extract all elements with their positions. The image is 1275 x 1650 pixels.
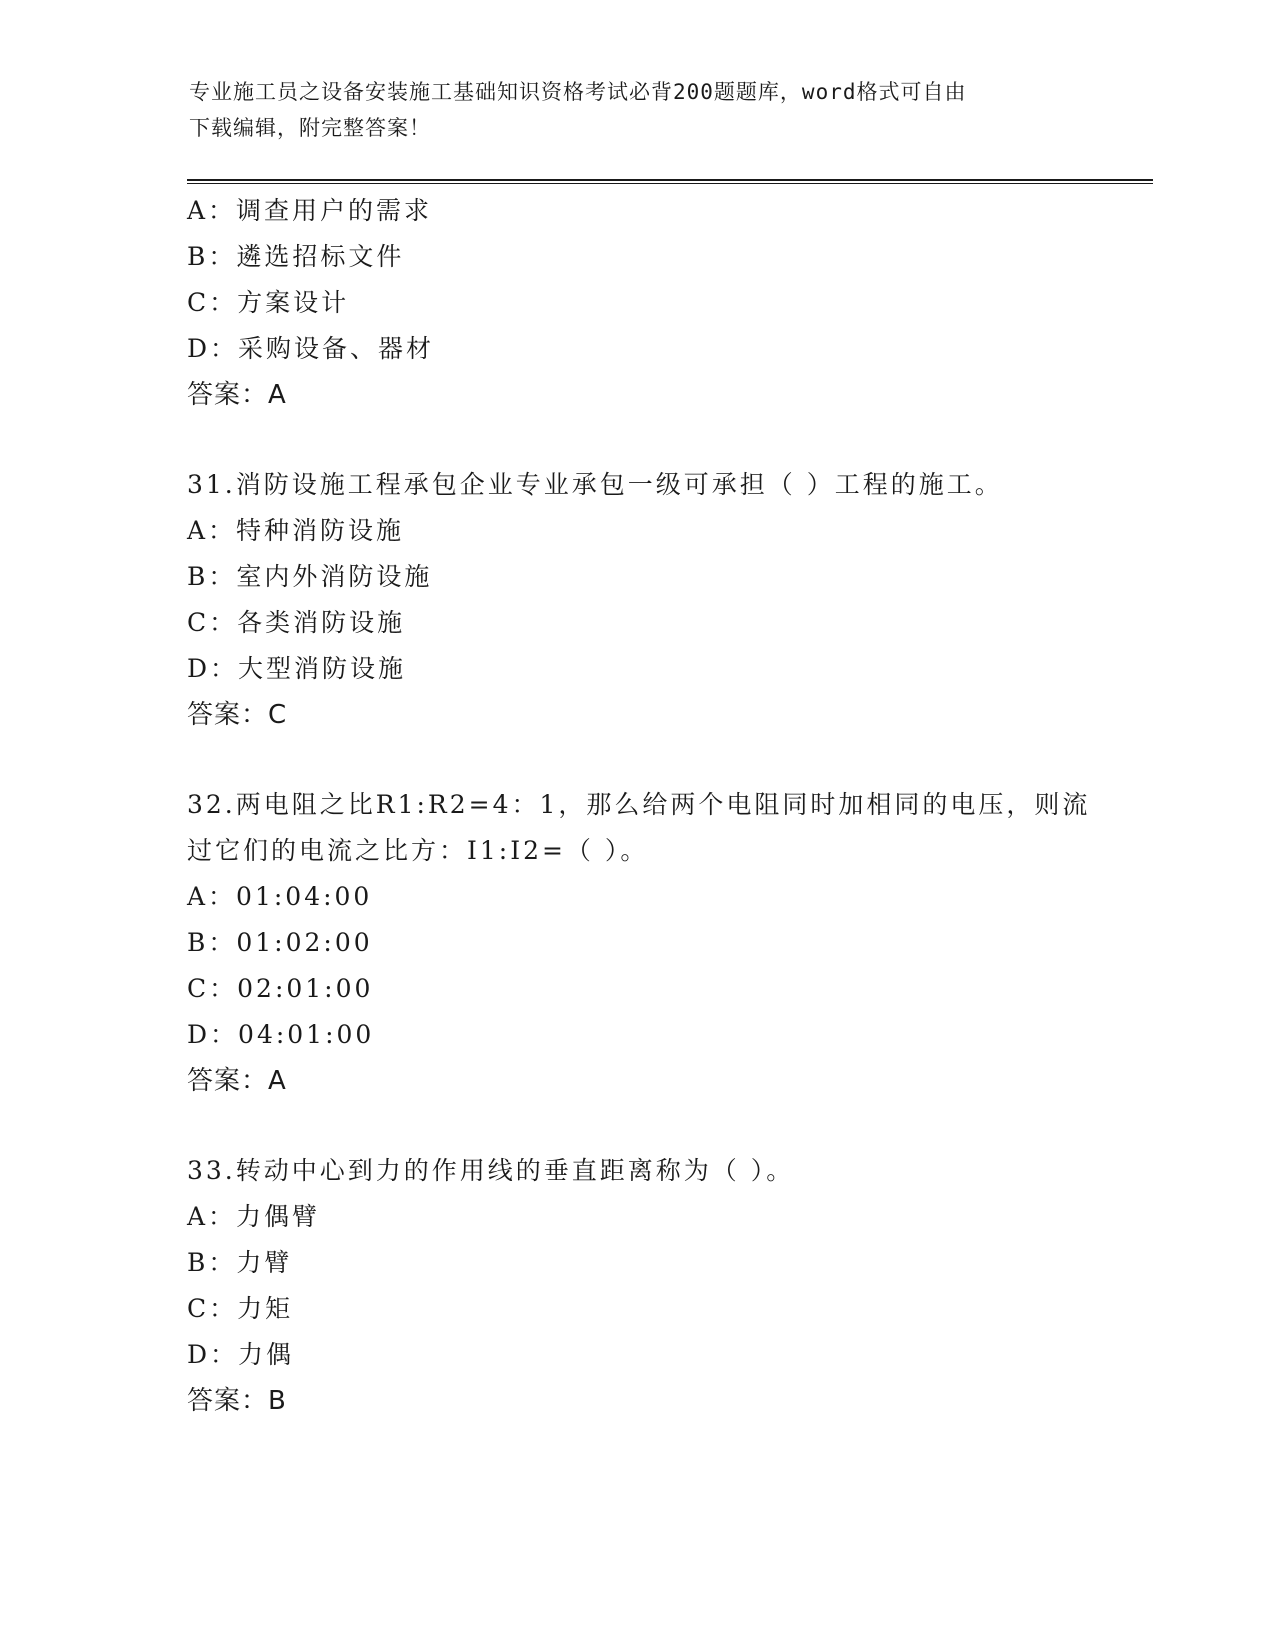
option-d: D：04:01:00 <box>187 1020 375 1049</box>
option-d: D：采购设备、器材 <box>187 334 435 363</box>
option-b: B：室内外消防设施 <box>187 562 433 591</box>
option-b: B：力臂 <box>187 1248 293 1277</box>
question-block-32 <box>187 782 1091 1104</box>
option-c: C：方案设计 <box>187 288 350 317</box>
question-block-31 <box>187 462 1087 738</box>
option-a: A：调查用户的需求 <box>187 196 433 225</box>
option-b: B：01:02:00 <box>187 928 373 957</box>
answer-line: 答案：A <box>187 1066 287 1096</box>
option-a: A：01:04:00 <box>187 882 373 911</box>
page-header <box>189 74 1069 146</box>
header-divider <box>187 179 1153 184</box>
question-block-prev <box>187 188 1087 418</box>
spacer <box>187 1104 1087 1148</box>
option-a: A：力偶臂 <box>187 1202 321 1231</box>
option-a: A：特种消防设施 <box>187 516 405 545</box>
option-c: C：各类消防设施 <box>187 608 406 637</box>
answer-line: 答案：B <box>187 1386 287 1416</box>
question-list <box>187 188 1091 1424</box>
header-line-2: 下载编辑，附完整答案！ <box>189 116 431 140</box>
answer-line: 答案：A <box>187 380 287 410</box>
question-text: 31.消防设施工程承包企业专业承包一级可承担（ ）工程的施工。 <box>187 470 1003 499</box>
option-d: D：力偶 <box>187 1340 295 1369</box>
option-d: D：大型消防设施 <box>187 654 407 683</box>
spacer <box>187 738 1087 782</box>
question-text: 33.转动中心到力的作用线的垂直距离称为（ ）。 <box>187 1156 795 1185</box>
option-b: B：遴选招标文件 <box>187 242 405 271</box>
option-c: C：02:01:00 <box>187 974 374 1003</box>
question-text-line-1: 32.两电阻之比R1:R2=4：1，那么给两个电阻同时加相同的电压，则流 <box>187 790 1091 819</box>
question-block-33 <box>187 1148 1087 1424</box>
question-text-line-2: 过它们的电流之比方：I1:I2=（ ）。 <box>187 836 649 865</box>
answer-line: 答案：C <box>187 700 288 730</box>
spacer <box>187 418 1087 462</box>
option-c: C：力矩 <box>187 1294 294 1323</box>
header-line-1: 专业施工员之设备安装施工基础知识资格考试必背200题题库，word格式可自由 <box>189 80 967 104</box>
